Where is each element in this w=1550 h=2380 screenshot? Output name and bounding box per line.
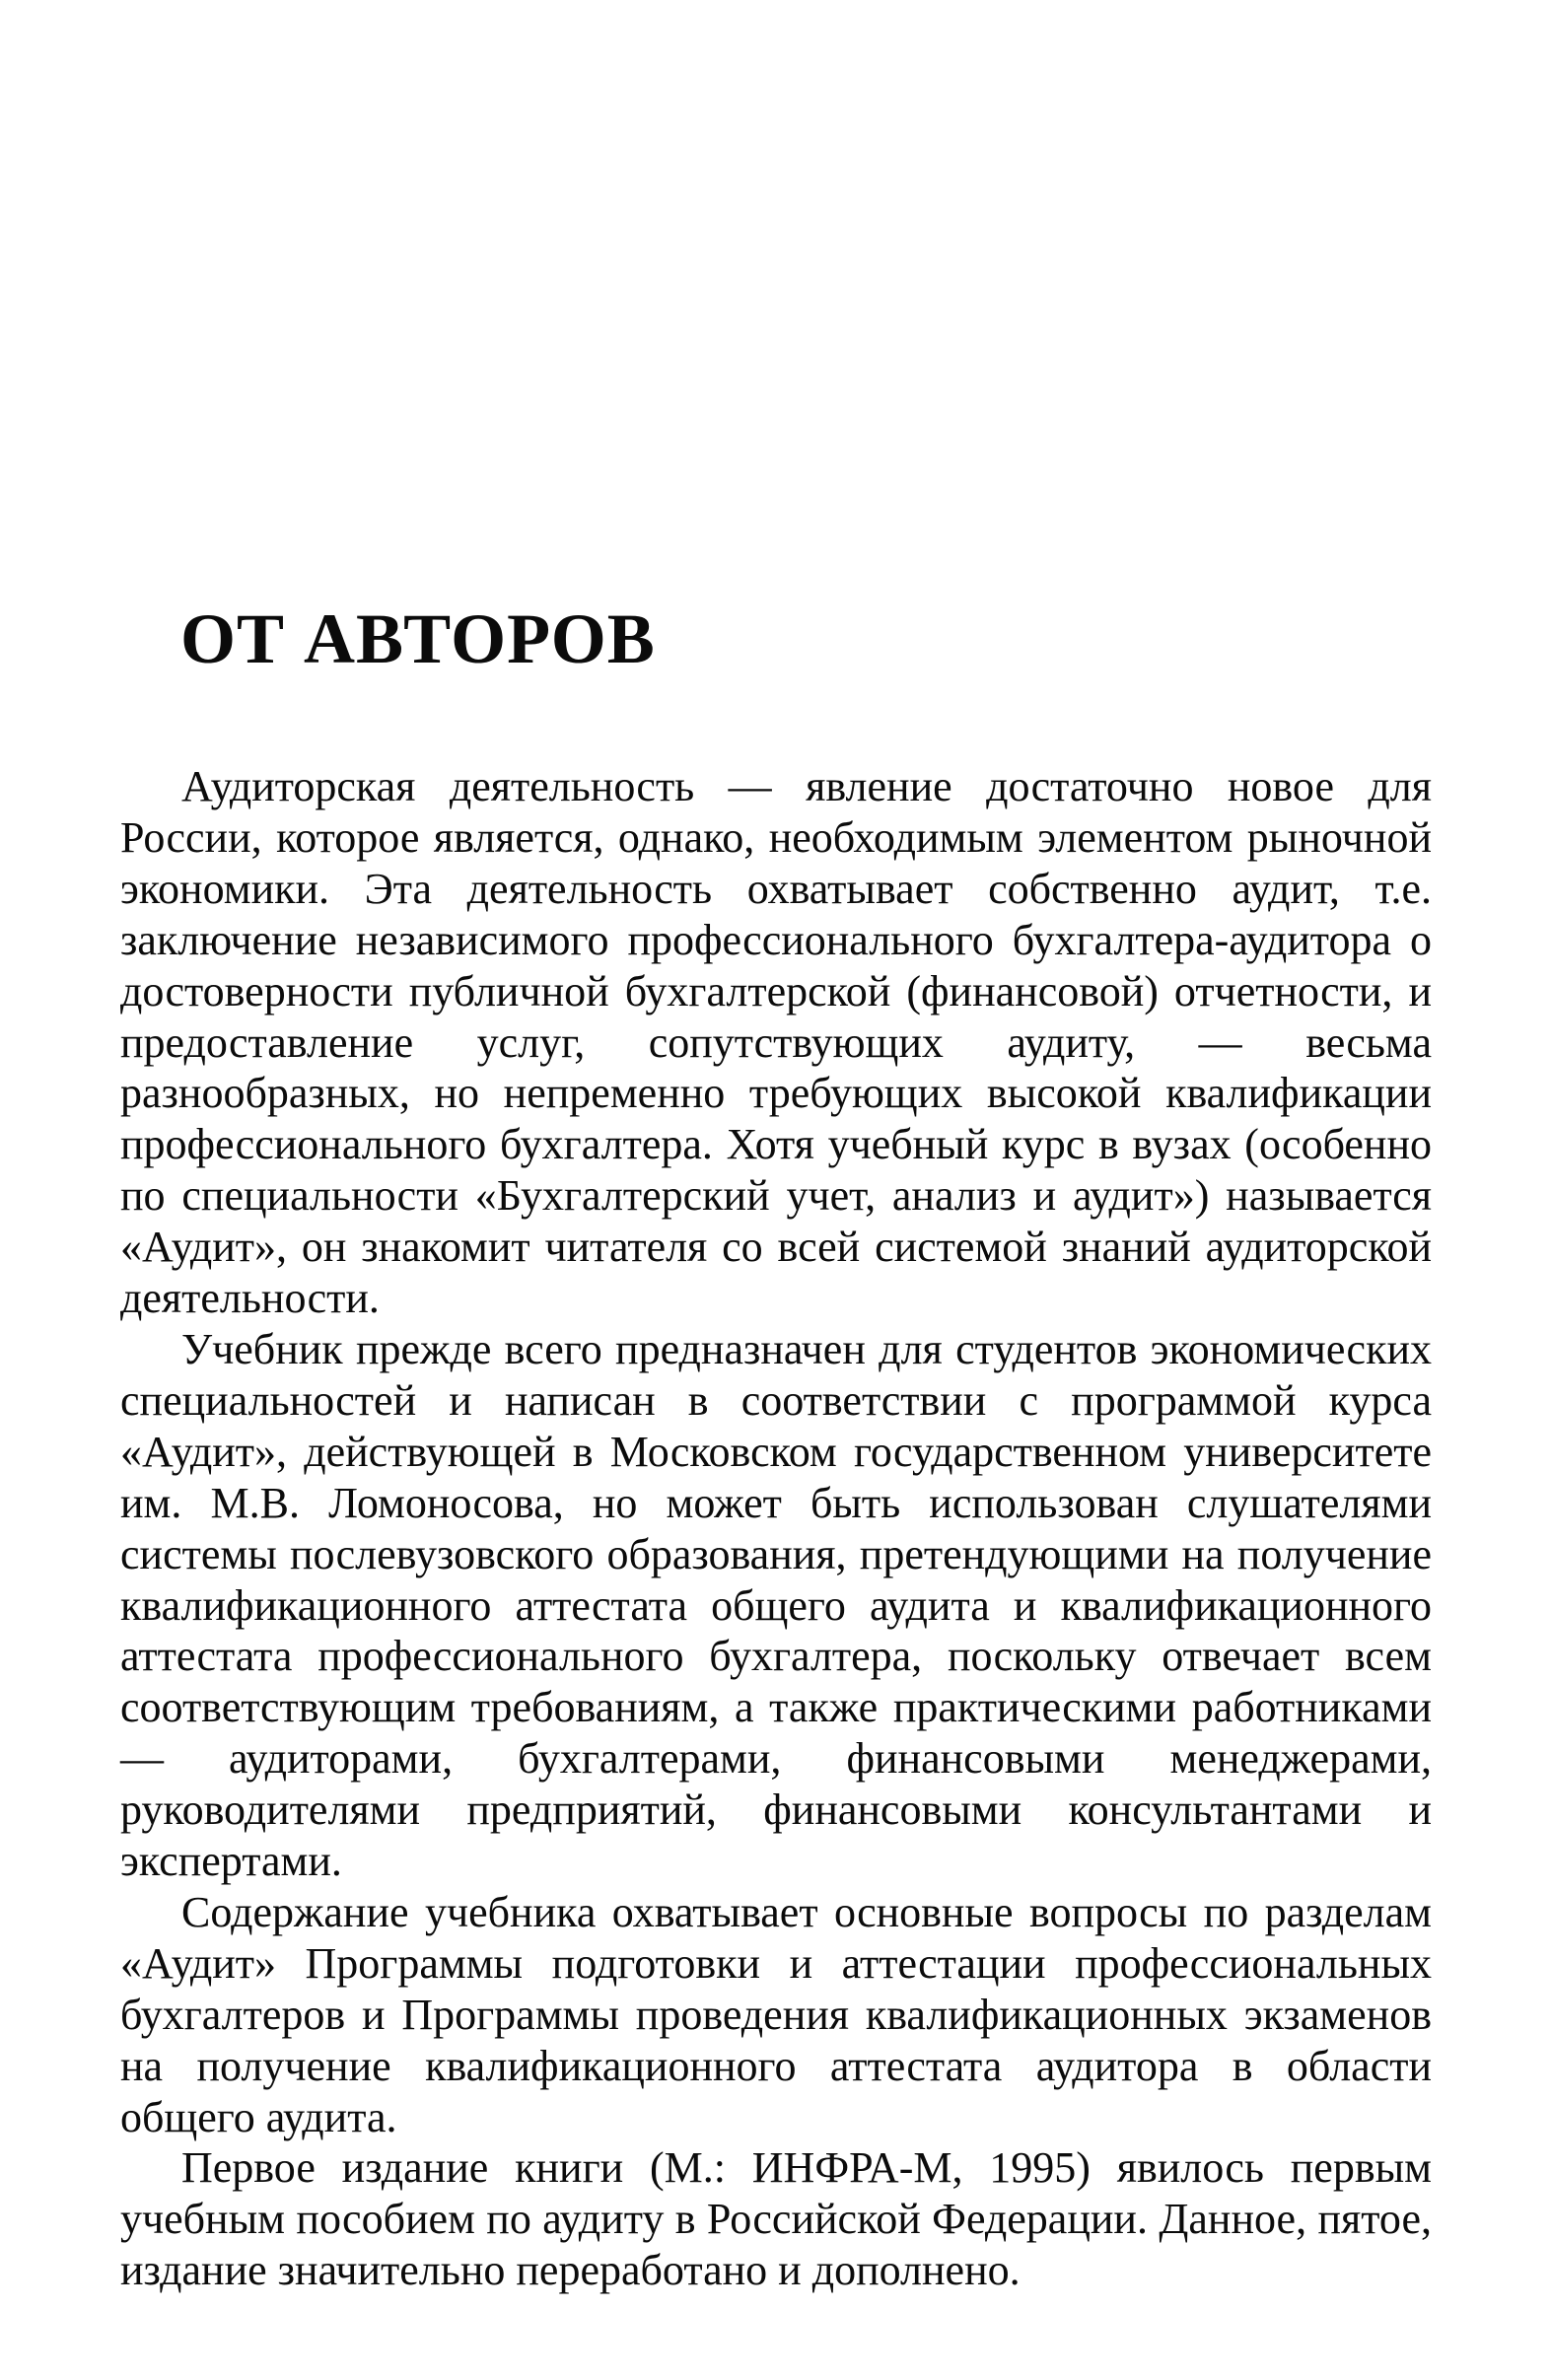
paragraph-2: Учебник прежде всего предназначен для студентов экономических специальностей и написан в соответствии с программой курса «Аудит», действующей в Московском государственном университете им. М.В. Ломоносова, но может быть использован слушателями системы послевузовского образования, претендующими на получение квалификационного аттестата общего аудита и квалификационного аттестата профессионального бухгалтера, поскольку отвечает всем соответствующим требованиям, а также практическими работниками — аудиторами, бухгалтерами, финансовыми менеджерами, руководителями предприятий, финансовыми консультантами и экспертами. — [120, 1324, 1432, 1886]
paragraph-3: Содержание учебника охватывает основные вопросы по разделам «Аудит» Программы подготовки и аттестации профессиональных бухгалтеров и Программы проведения квалификационных экзаменов на получение квалификационного аттестата аудитора в области общего аудита. — [120, 1887, 1432, 2141]
preface-body — [120, 761, 1432, 2296]
paragraph-4: Первое издание книги (М.: ИНФРА-М, 1995) явилось первым учебным пособием по аудиту в Российской Федерации. Данное, пятое, издание значительно переработано и дополнено. — [120, 2143, 1432, 2295]
page-heading: ОТ АВТОРОВ — [180, 599, 656, 678]
paragraph-1: Аудиторская деятельность — явление достаточно новое для России, которое является, однако, необходимым элементом рыночной экономики. Эта деятельность охватывает собственно аудит, т.е. заключение независимого профессионального бухгалтера-аудитора о достоверности публичной бухгалтерской (финансовой) отчетности, и предоставление услуг, сопутствующих аудиту, — весьма разнообразных, но непременно требующих высокой квалификации профессионального бухгалтера. Хотя учебный курс в вузах (особенно по специальности «Бухгалтерский учет, анализ и аудит») называется «Аудит», он знакомит читателя со всей системой знаний аудиторской деятельности. — [120, 762, 1432, 1323]
